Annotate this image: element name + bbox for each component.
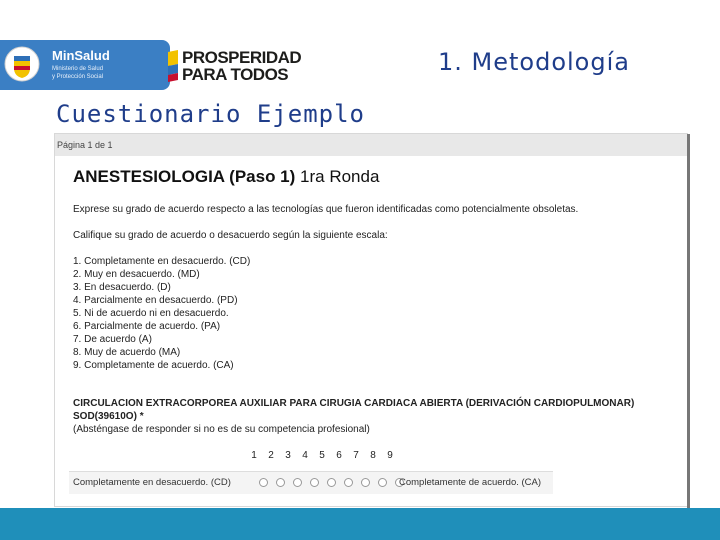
questionnaire-form <box>54 133 688 507</box>
scale-number: 1 <box>251 450 257 461</box>
rating-radio-3[interactable] <box>293 478 302 487</box>
minsalud-subtitle-2: y Protección Social <box>52 74 104 80</box>
prosperidad-line-2: PARA TODOS <box>182 65 289 84</box>
scale-number: 7 <box>353 450 359 461</box>
form-title-round: 1ra Ronda <box>295 167 380 186</box>
scale-number: 6 <box>336 450 342 461</box>
rating-radio-2[interactable] <box>276 478 285 487</box>
scale-item: 5. Ni de acuerdo ni en desacuerdo. <box>73 308 229 319</box>
rating-radio-8[interactable] <box>378 478 387 487</box>
rating-radio-7[interactable] <box>361 478 370 487</box>
footer-bar <box>0 508 720 540</box>
rating-radio-5[interactable] <box>327 478 336 487</box>
form-title-bold: ANESTESIOLOGIA (Paso 1) <box>73 167 296 186</box>
form-intro: Exprese su grado de acuerdo respecto a las tecnologías que fueron identificadas como potencialmente obsoletas. <box>73 204 579 215</box>
minsalud-logo <box>44 44 162 86</box>
scale-item: 2. Muy en desacuerdo. (MD) <box>73 269 200 280</box>
colombia-flag-stripes-icon <box>168 50 178 82</box>
scale-item: 1. Completamente en desacuerdo. (CD) <box>73 256 251 267</box>
scale-item: 7. De acuerdo (A) <box>73 334 152 345</box>
section-title: 1. Metodología <box>438 48 630 76</box>
rating-radio-1[interactable] <box>259 478 268 487</box>
scale-item: 4. Parcialmente en desacuerdo. (PD) <box>73 295 238 306</box>
minsalud-subtitle-1: Ministerio de Salud <box>52 66 104 72</box>
scale-number: 3 <box>285 450 291 461</box>
prosperidad-logo <box>168 48 303 84</box>
scale-number: 5 <box>319 450 325 461</box>
scale-number: 2 <box>268 450 274 461</box>
form-instruction: Califique su grado de acuerdo o desacuerdo según la siguiente escala: <box>73 230 388 241</box>
scale-number: 4 <box>302 450 308 461</box>
scale-number: 9 <box>387 450 393 461</box>
rating-radio-4[interactable] <box>310 478 319 487</box>
page-indicator-bar <box>55 134 687 156</box>
rating-scale-row <box>69 471 553 494</box>
rating-radio-6[interactable] <box>344 478 353 487</box>
scale-number: 8 <box>370 450 376 461</box>
question-title: CIRCULACION EXTRACORPOREA AUXILIAR PARA CIRUGIA CARDIACA ABIERTA (DERIVACIÓN CARDIOPULMONAR) SOD(39610O) * <box>73 398 635 422</box>
minsalud-title: MinSalud <box>52 48 110 63</box>
scale-item: 6. Parcialmente de acuerdo. (PA) <box>73 321 221 332</box>
form-scrollbar[interactable] <box>687 134 690 508</box>
scale-item: 3. En desacuerdo. (D) <box>73 282 171 293</box>
form-title <box>73 167 379 187</box>
colombia-coat-of-arms-icon <box>4 44 40 84</box>
prosperidad-line-1: PROSPERIDAD <box>182 48 302 67</box>
scale-left-label: Completamente en desacuerdo. (CD) <box>73 477 231 488</box>
question-note: (Absténgase de responder si no es de su competencia profesional) <box>73 424 370 435</box>
slide-subtitle: Cuestionario Ejemplo <box>56 100 365 128</box>
page-label: Página 1 de 1 <box>57 140 113 150</box>
scale-item: 9. Completamente de acuerdo. (CA) <box>73 360 234 371</box>
scale-right-label: Completamente de acuerdo. (CA) <box>399 477 542 488</box>
scale-item: 8. Muy de acuerdo (MA) <box>73 347 181 358</box>
